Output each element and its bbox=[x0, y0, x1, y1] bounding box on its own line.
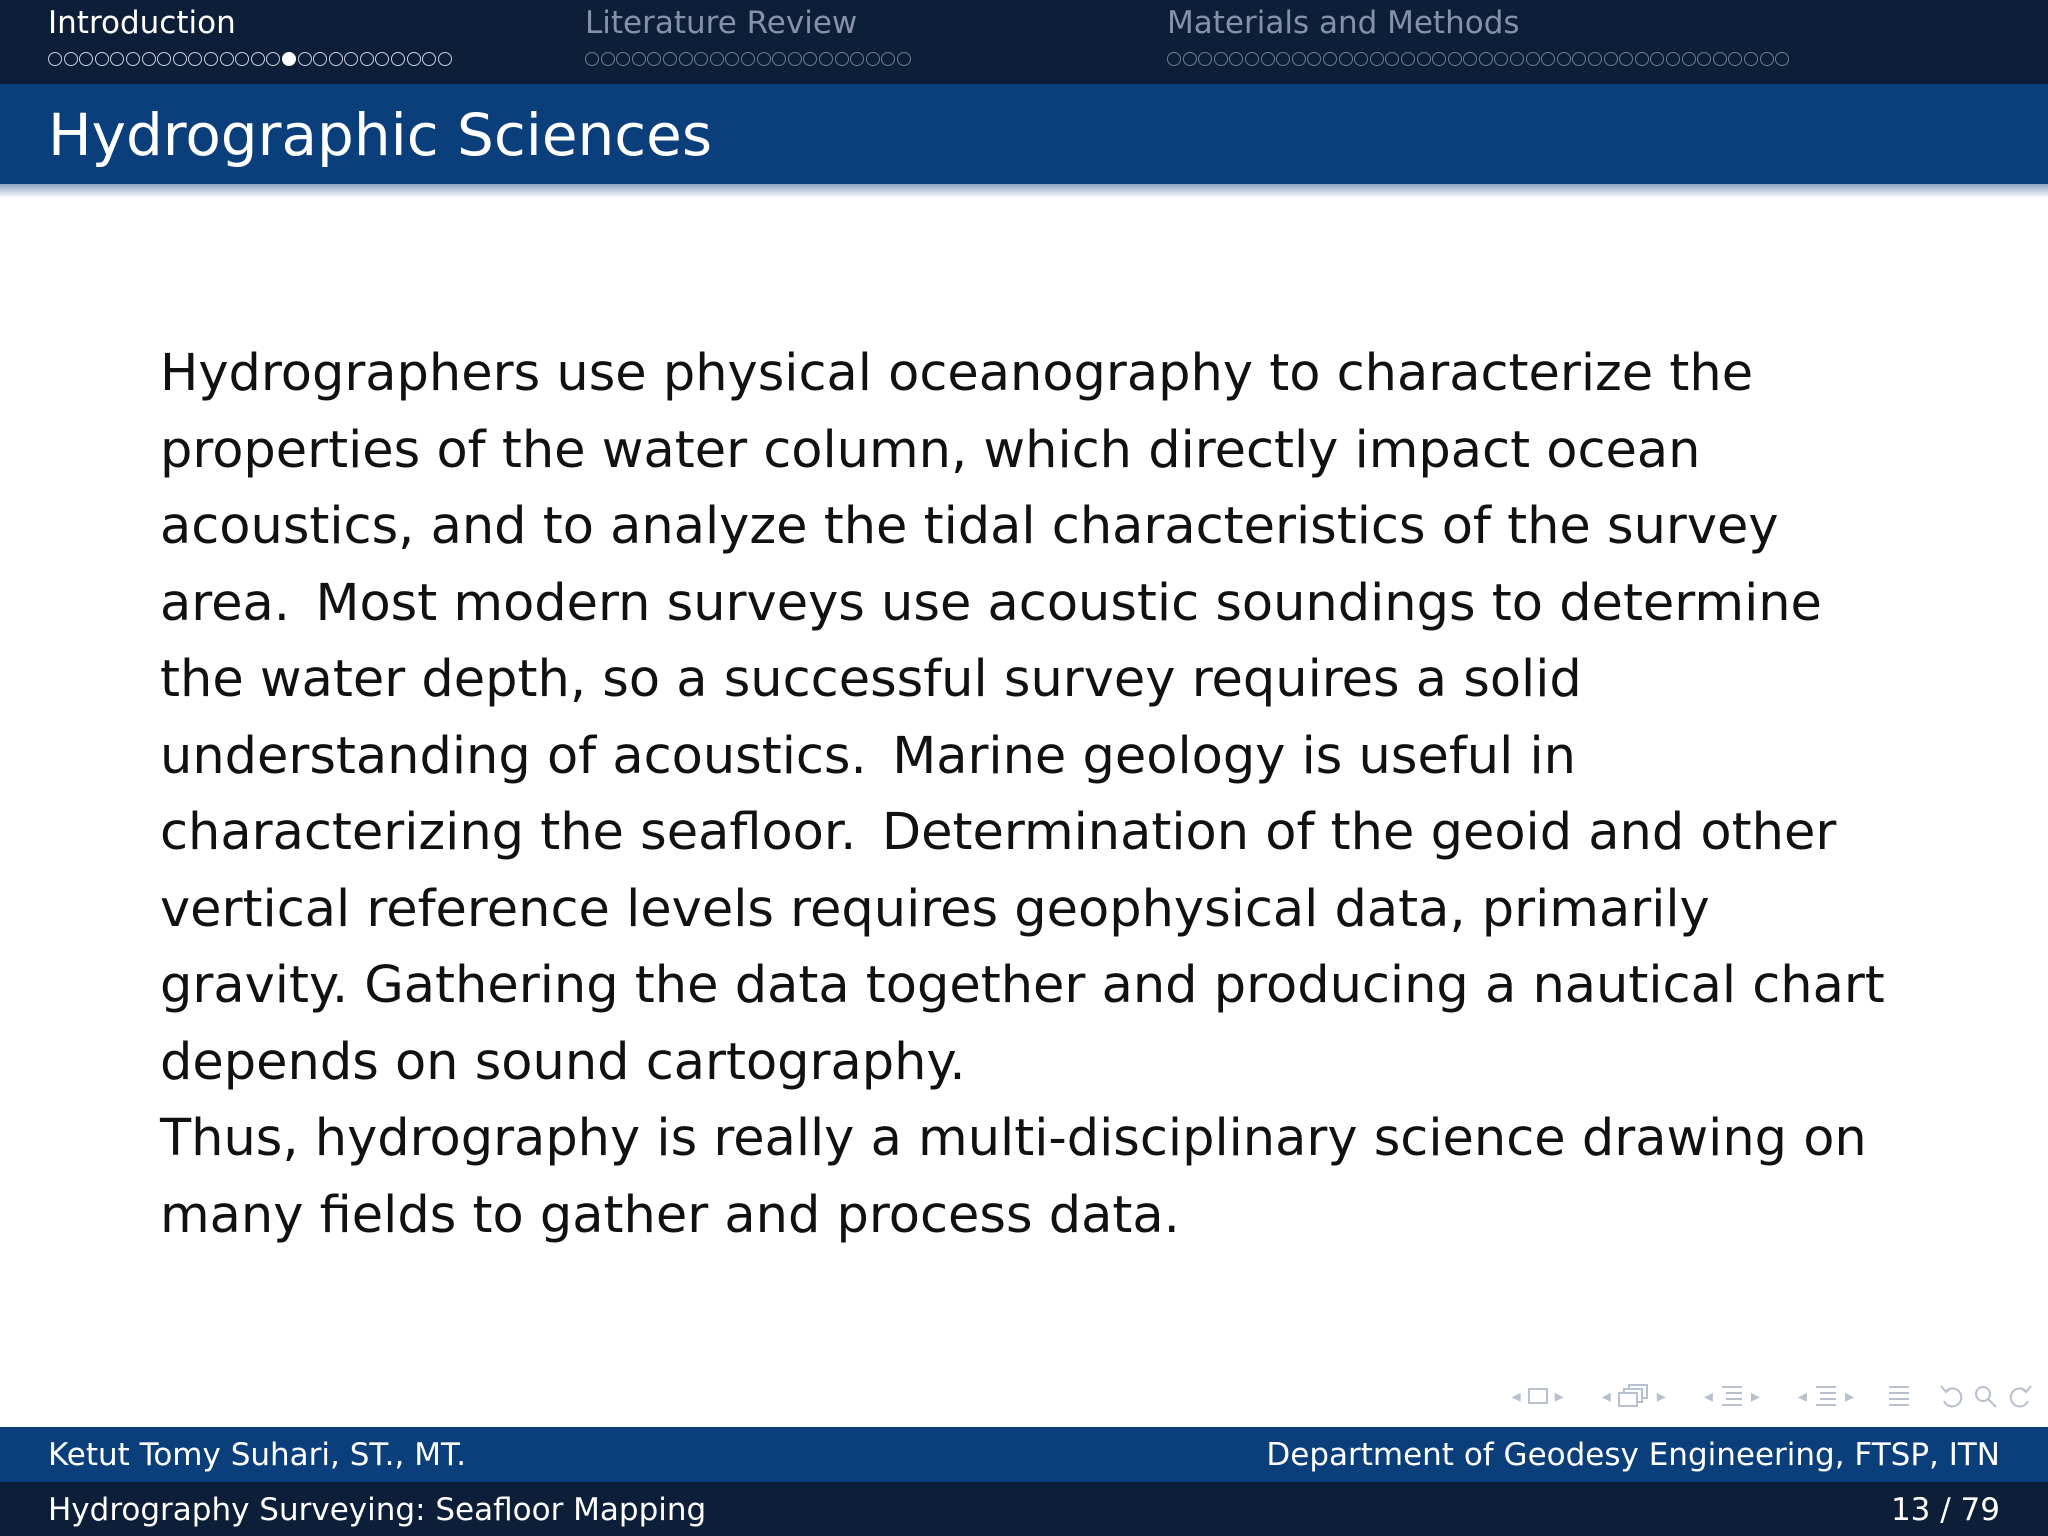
slide-dot[interactable] bbox=[1557, 52, 1571, 66]
frame-icon[interactable] bbox=[1617, 1383, 1651, 1409]
slide-dot[interactable] bbox=[725, 52, 739, 66]
forward-icon[interactable] bbox=[2004, 1383, 2034, 1409]
slide-dot[interactable] bbox=[235, 52, 249, 66]
slide-dot[interactable] bbox=[850, 52, 864, 66]
slide-dot[interactable] bbox=[126, 52, 140, 66]
frame-title-bar bbox=[0, 84, 2048, 184]
slide-dot[interactable] bbox=[1494, 52, 1508, 66]
slide-dot[interactable] bbox=[1588, 52, 1602, 66]
beamer-navigation-symbols bbox=[1480, 1378, 2034, 1414]
nav-slide-dots bbox=[48, 49, 453, 69]
slide-dot[interactable] bbox=[1276, 52, 1290, 66]
slide-dot[interactable] bbox=[585, 52, 599, 66]
slide-dot[interactable] bbox=[1261, 52, 1275, 66]
previous-slide-icon[interactable]: ◂ bbox=[1511, 1385, 1521, 1407]
slide-dot[interactable] bbox=[772, 52, 786, 66]
subsection-icon[interactable] bbox=[1719, 1383, 1745, 1409]
slide-dot[interactable] bbox=[375, 52, 389, 66]
slide-dot[interactable] bbox=[1229, 52, 1243, 66]
back-icon[interactable] bbox=[1938, 1383, 1968, 1409]
slide-dot[interactable] bbox=[632, 52, 646, 66]
footer-lower-bar bbox=[0, 1482, 2048, 1536]
document-icon[interactable] bbox=[1886, 1383, 1912, 1409]
slide-dot[interactable] bbox=[157, 52, 171, 66]
slide-dot[interactable] bbox=[1635, 52, 1649, 66]
slide-navigation bbox=[1506, 1386, 1570, 1407]
frame-navigation bbox=[1596, 1383, 1672, 1409]
slide-dot[interactable] bbox=[188, 52, 202, 66]
slide-dot[interactable] bbox=[647, 52, 661, 66]
slide-dot[interactable] bbox=[757, 52, 771, 66]
slide-dot[interactable] bbox=[601, 52, 615, 66]
slide-dot[interactable] bbox=[1697, 52, 1711, 66]
slide-dot[interactable] bbox=[1385, 52, 1399, 66]
slide-dot[interactable] bbox=[866, 52, 880, 66]
slide-dot[interactable] bbox=[360, 52, 374, 66]
slide-dot[interactable] bbox=[1245, 52, 1259, 66]
slide-dot[interactable] bbox=[422, 52, 436, 66]
slide-dot[interactable] bbox=[142, 52, 156, 66]
slide-dot[interactable] bbox=[1541, 52, 1555, 66]
next-section-icon[interactable]: ▸ bbox=[1844, 1385, 1854, 1407]
body-paragraph: Hydrographers use physical oceanography to characterize the properties of the water column, which directly impact ocean acoustics, and to analyze the tidal characteristics of the survey area. Most modern surveys use acoustic soundings to determine the water depth, so a successful survey requires a solid understanding of acoustics. Marine geology is useful in characterizing the seafloor. Determination of the geoid and other vertical reference levels requires geophysical data, primarily gravity. Gathering the data together and producing a nautical chart depends on sound cartography. bbox=[160, 344, 1885, 1092]
slide-dot[interactable] bbox=[1604, 52, 1618, 66]
slide-dot[interactable] bbox=[407, 52, 421, 66]
previous-section-icon[interactable]: ◂ bbox=[1797, 1385, 1807, 1407]
section-navigation-bar bbox=[0, 0, 2048, 84]
footer-author: Ketut Tomy Suhari, ST., MT. bbox=[48, 1437, 467, 1473]
slide-dot[interactable] bbox=[79, 52, 93, 66]
slide-dot[interactable] bbox=[1323, 52, 1337, 66]
slide-dot[interactable] bbox=[663, 52, 677, 66]
slide-dot[interactable] bbox=[173, 52, 187, 66]
slide-dot[interactable] bbox=[329, 52, 343, 66]
slide-body bbox=[160, 336, 1900, 1254]
body-paragraph: Thus, hydrography is really a multi-disciplinary science drawing on many fields to gather and process data. bbox=[160, 1109, 1867, 1245]
next-frame-icon[interactable]: ▸ bbox=[1656, 1385, 1666, 1407]
nav-slide-dots bbox=[585, 49, 912, 69]
slide-dot[interactable] bbox=[616, 52, 630, 66]
slide-dot[interactable] bbox=[1339, 52, 1353, 66]
slide-dot[interactable] bbox=[251, 52, 265, 66]
slide-dot[interactable] bbox=[1760, 52, 1774, 66]
previous-frame-icon[interactable]: ◂ bbox=[1601, 1385, 1611, 1407]
footer-page-number: 13 / 79 bbox=[1890, 1492, 2000, 1528]
slide-dot[interactable] bbox=[344, 52, 358, 66]
slide-dot[interactable] bbox=[1198, 52, 1212, 66]
slide-dot[interactable] bbox=[710, 52, 724, 66]
slide-dot[interactable] bbox=[220, 52, 234, 66]
slide-dot[interactable] bbox=[313, 52, 327, 66]
slide-dot[interactable] bbox=[1167, 52, 1181, 66]
slide-dot[interactable] bbox=[1307, 52, 1321, 66]
slide-dot[interactable] bbox=[391, 52, 405, 66]
slide-dot[interactable] bbox=[1682, 52, 1696, 66]
slide-dot[interactable] bbox=[1479, 52, 1493, 66]
document-navigation bbox=[1886, 1383, 1912, 1409]
slide-dot[interactable] bbox=[1572, 52, 1586, 66]
slide-dot[interactable] bbox=[95, 52, 109, 66]
next-slide-icon[interactable]: ▸ bbox=[1554, 1385, 1564, 1407]
previous-subsection-icon[interactable]: ◂ bbox=[1703, 1385, 1713, 1407]
slide-dot[interactable] bbox=[1370, 52, 1384, 66]
nav-section-title[interactable]: Materials and Methods bbox=[1167, 5, 1520, 41]
slide-dot[interactable] bbox=[1619, 52, 1633, 66]
slide-dot[interactable] bbox=[803, 52, 817, 66]
current-slide-dot[interactable] bbox=[282, 52, 296, 66]
slide-dot[interactable] bbox=[1650, 52, 1664, 66]
slide-dot[interactable] bbox=[694, 52, 708, 66]
slide-dot[interactable] bbox=[1214, 52, 1228, 66]
search-icon[interactable] bbox=[1972, 1383, 2000, 1409]
section-navigation bbox=[1792, 1383, 1860, 1409]
slide-dot[interactable] bbox=[788, 52, 802, 66]
slide-dot[interactable] bbox=[1463, 52, 1477, 66]
nav-section-title[interactable]: Literature Review bbox=[585, 5, 858, 41]
history-search-navigation bbox=[1938, 1383, 2034, 1409]
footer-institute: Department of Geodesy Engineering, FTSP, ITN bbox=[1266, 1437, 2000, 1473]
slide-dot[interactable] bbox=[1448, 52, 1462, 66]
slide-dot[interactable] bbox=[1526, 52, 1540, 66]
nav-section-title[interactable]: Introduction bbox=[48, 5, 236, 41]
slide-dot[interactable] bbox=[1744, 52, 1758, 66]
slide-dot[interactable] bbox=[110, 52, 124, 66]
slide-dot[interactable] bbox=[1183, 52, 1197, 66]
slide-dot[interactable] bbox=[1417, 52, 1431, 66]
nav-slide-dots bbox=[1167, 49, 1791, 69]
slide-dot[interactable] bbox=[48, 52, 62, 66]
subsection-navigation bbox=[1698, 1383, 1766, 1409]
footer-upper-bar bbox=[0, 1427, 2048, 1482]
slide-dot[interactable] bbox=[1510, 52, 1524, 66]
slide-dot[interactable] bbox=[1728, 52, 1742, 66]
slide-icon[interactable] bbox=[1527, 1387, 1549, 1405]
slide-dot[interactable] bbox=[741, 52, 755, 66]
next-subsection-icon[interactable]: ▸ bbox=[1750, 1385, 1760, 1407]
slide-dot[interactable] bbox=[679, 52, 693, 66]
page-title: Hydrographic Sciences bbox=[48, 101, 713, 169]
slide-dot[interactable] bbox=[64, 52, 78, 66]
slide-dot[interactable] bbox=[835, 52, 849, 66]
slide-dot[interactable] bbox=[1432, 52, 1446, 66]
slide-dot[interactable] bbox=[897, 52, 911, 66]
slide-dot[interactable] bbox=[1713, 52, 1727, 66]
footer-short-title: Hydrography Surveying: Seafloor Mapping bbox=[48, 1492, 707, 1528]
slide-dot[interactable] bbox=[298, 52, 312, 66]
slide-dot[interactable] bbox=[881, 52, 895, 66]
slide-dot[interactable] bbox=[1775, 52, 1789, 66]
slide-dot[interactable] bbox=[1354, 52, 1368, 66]
slide-dot[interactable] bbox=[266, 52, 280, 66]
slide-dot[interactable] bbox=[819, 52, 833, 66]
slide-dot[interactable] bbox=[1401, 52, 1415, 66]
slide-dot[interactable] bbox=[1292, 52, 1306, 66]
slide-dot[interactable] bbox=[1666, 52, 1680, 66]
slide-dot[interactable] bbox=[438, 52, 452, 66]
slide-dot[interactable] bbox=[204, 52, 218, 66]
section-icon[interactable] bbox=[1813, 1383, 1839, 1409]
